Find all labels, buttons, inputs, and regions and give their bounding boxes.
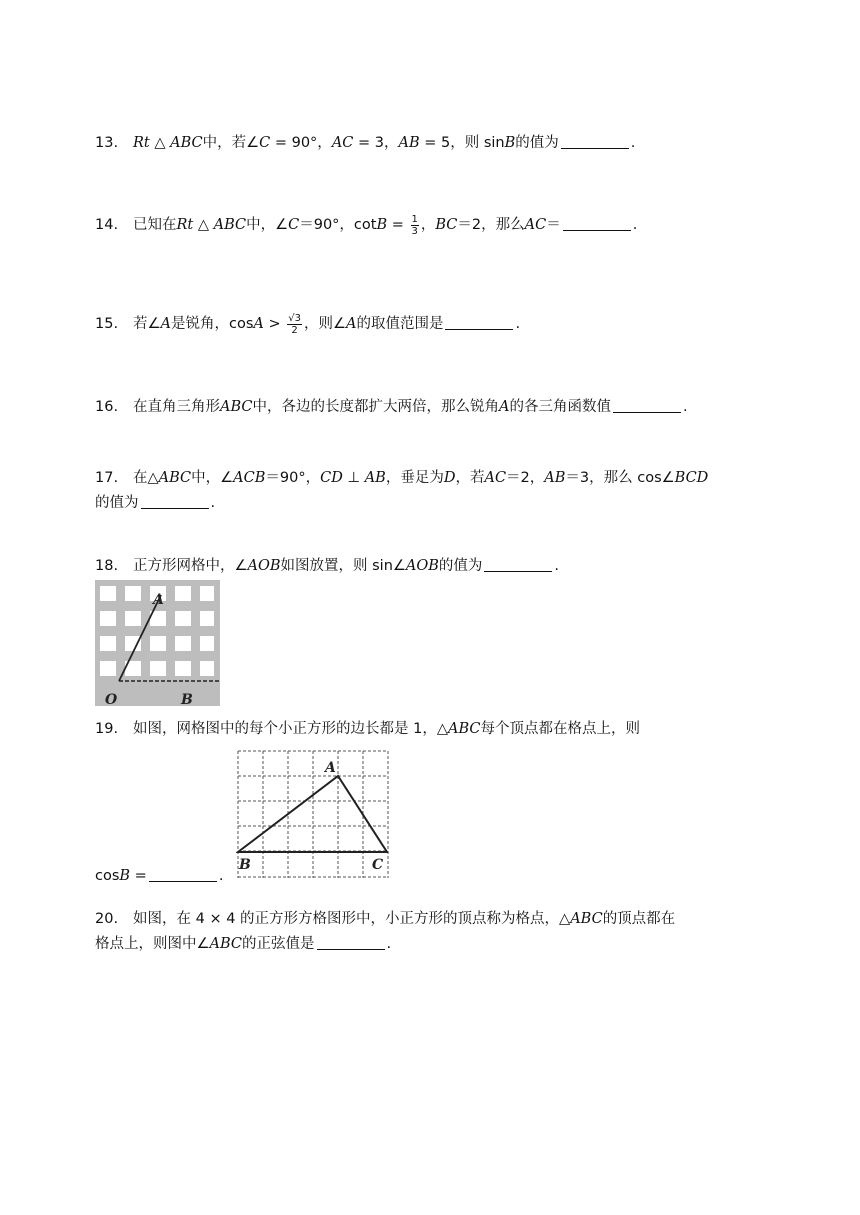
question-19-line-1: 19. 如图，网格图中的每个小正方形的边长都是 1，△ABC每个顶点都在格点上，则	[95, 717, 775, 742]
question-14: 14. 已知在Rt △ ABC中，∠C＝90°，cotB = $\frac{1}{3}$ ，BC＝2，那么AC＝ .	[95, 213, 638, 237]
question-number: 13.	[95, 135, 119, 151]
answer-blank[interactable]	[141, 492, 209, 509]
label-A: A	[325, 760, 336, 776]
question-number: 17.	[95, 470, 119, 486]
question-16: 16. 在直角三角形ABC中，各边的长度都扩大两倍，那么锐角A的各三角函数值 .	[95, 395, 775, 420]
answer-blank[interactable]	[563, 214, 631, 231]
question-20-line-1: 20. 如图，在 4 × 4 的正方形方格图形中，小正方形的顶点称为格点，△ABC的顶点都在	[95, 907, 775, 932]
question-20-line-2: 格点上，则图中∠ABC的正弦值是 .	[95, 932, 775, 957]
figure-18-grid	[95, 580, 220, 706]
answer-blank[interactable]	[317, 933, 385, 950]
question-17-line-2: 的值为 .	[95, 491, 775, 516]
question-17-line-1: 17. 在△ABC中，∠ACB＝90°，CD ⊥ AB，垂足为D，若AC＝2，AB＝3，那么 cos∠BCD	[95, 466, 775, 491]
question-17	[95, 466, 775, 516]
question-number: 14.	[95, 217, 119, 233]
answer-blank[interactable]	[149, 865, 217, 882]
answer-blank[interactable]	[445, 313, 513, 330]
question-15: 15. 若∠A是锐角，cosA > $\frac{√3}{2}$ ，则∠A的取值范围是 .	[95, 312, 521, 336]
question-number: 15.	[95, 316, 119, 332]
question-number: 20.	[95, 911, 119, 927]
fraction-sqrt3-over-2: $\frac{√3}{2}$	[288, 312, 301, 336]
answer-blank[interactable]	[613, 396, 681, 413]
grid-lines	[238, 751, 388, 878]
question-13: 13. Rt △ ABC中，若∠C = 90°，AC = 3，AB = 5，则 sinB的值为 .	[95, 131, 775, 156]
question-19-line-2: cosB = .	[95, 864, 775, 889]
answer-blank[interactable]	[561, 132, 629, 149]
question-20	[95, 907, 775, 957]
question-number: 16.	[95, 399, 119, 415]
label-A: A	[153, 592, 164, 608]
question-number: 19.	[95, 721, 119, 737]
label-C: C	[372, 857, 384, 873]
question-number: 18.	[95, 558, 119, 574]
question-18: 18. 正方形网格中，∠AOB如图放置，则 sin∠AOB的值为 .	[95, 554, 775, 579]
label-O: O	[105, 692, 118, 706]
figure-19-grid	[236, 750, 390, 880]
fraction-one-third: $\frac{1}{3}$	[411, 213, 418, 237]
label-B: B	[239, 857, 251, 873]
label-B: B	[181, 692, 193, 706]
answer-blank[interactable]	[484, 555, 552, 572]
